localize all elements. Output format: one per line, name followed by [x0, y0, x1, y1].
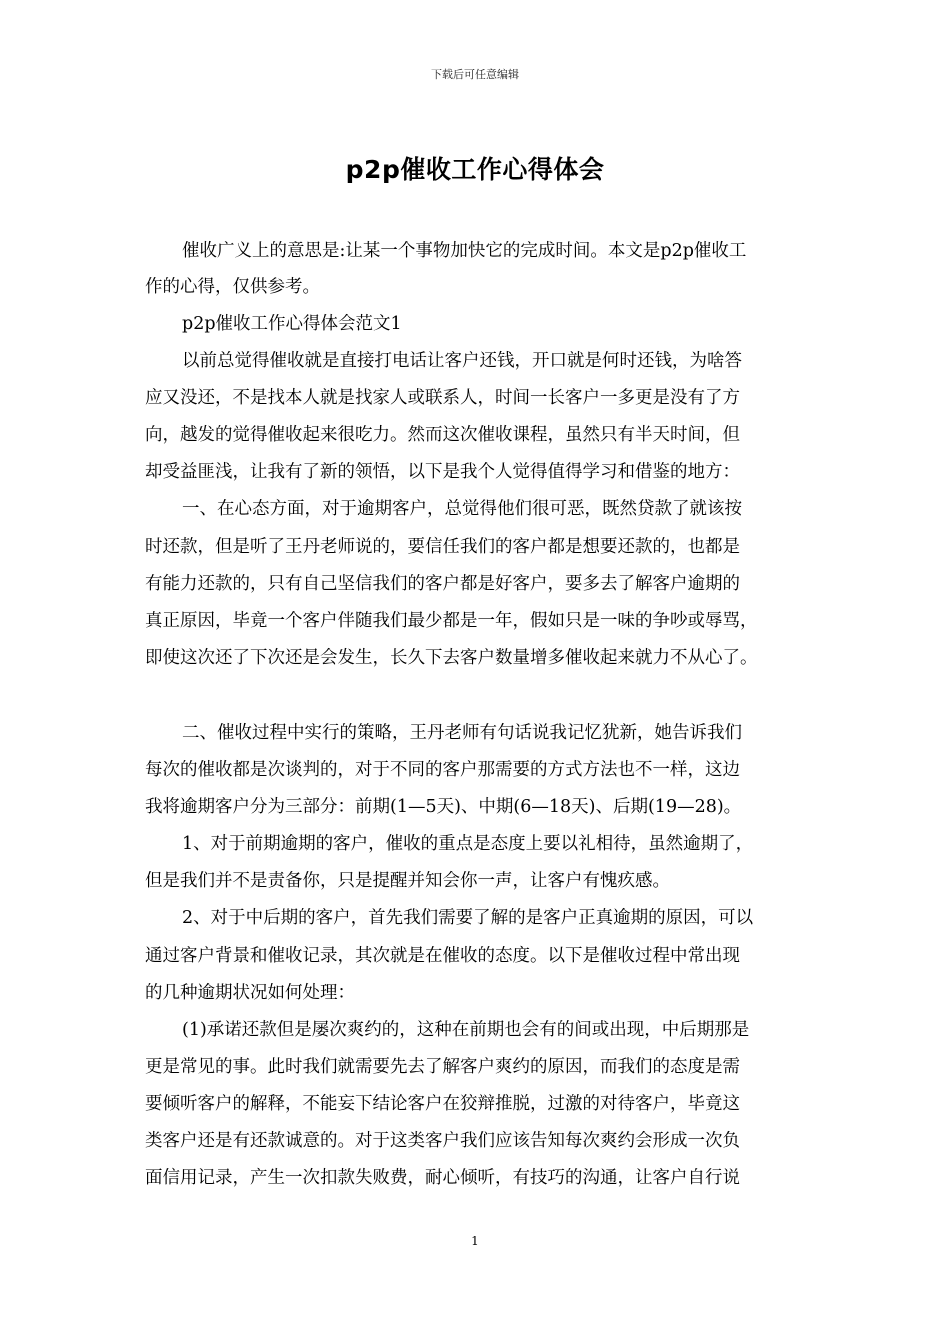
body-line: 时还款，但是听了王丹老师说的，要信任我们的客户都是想要还款的，也都是	[145, 537, 740, 557]
body-line: 每次的催收都是次谈判的，对于不同的客户那需要的方式方法也不一样，这边	[145, 760, 740, 780]
body-line: 应又没还，不是找本人就是找家人或联系人，时间一长客户一多更是没有了方	[145, 388, 740, 408]
body-line: 要倾听客户的解释，不能妄下结论客户在狡辩推脱，过激的对待客户，毕竟这	[145, 1094, 740, 1114]
body-line: p2p催收工作心得体会范文1	[182, 314, 402, 334]
body-line: 即使这次还了下次还是会发生，长久下去客户数量增多催收起来就力不从心了。	[145, 648, 758, 668]
body-line: 更是常见的事。此时我们就需要先去了解客户爽约的原因，而我们的态度是需	[145, 1057, 740, 1077]
body-line: (1)承诺还款但是屡次爽约的，这种在前期也会有的间或出现，中后期那是	[182, 1020, 750, 1040]
page-header: 下载后可任意编辑	[431, 68, 519, 81]
body-line: 催收广义上的意思是:让某一个事物加快它的完成时间。本文是p2p催收工	[182, 241, 747, 261]
body-line: 却受益匪浅，让我有了新的领悟，以下是我个人觉得值得学习和借鉴的地方：	[145, 462, 740, 482]
body-line: 向，越发的觉得催收起来很吃力。然而这次催收课程，虽然只有半天时间，但	[145, 425, 740, 445]
body-line: 以前总觉得催收就是直接打电话让客户还钱，开口就是何时还钱，为啥答	[182, 351, 742, 371]
body-line: 类客户还是有还款诚意的。对于这类客户我们应该告知每次爽约会形成一次负	[145, 1131, 740, 1151]
body-line: 作的心得，仅供参考。	[145, 277, 320, 297]
body-line: 通过客户背景和催收记录，其次就是在催收的态度。以下是催收过程中常出现	[145, 946, 740, 966]
page-number: 1	[471, 1234, 479, 1248]
body-line: 二、催收过程中实行的策略，王丹老师有句话说我记忆犹新，她告诉我们	[182, 723, 742, 743]
body-line: 我将逾期客户分为三部分：前期(1—5天)、中期(6—18天)、后期(19—28)。	[145, 797, 742, 817]
body-line: 一、在心态方面，对于逾期客户，总觉得他们很可恶，既然贷款了就该按	[182, 499, 742, 519]
body-line: 有能力还款的，只有自己坚信我们的客户都是好客户，要多去了解客户逾期的	[145, 574, 740, 594]
body-line: 面信用记录，产生一次扣款失败费，耐心倾听，有技巧的沟通，让客户自行说	[145, 1168, 740, 1188]
body-line: 1、对于前期逾期的客户，催收的重点是态度上要以礼相待，虽然逾期了，	[182, 834, 754, 854]
body-line: 真正原因，毕竟一个客户伴随我们最少都是一年，假如只是一味的争吵或辱骂，	[145, 611, 758, 631]
body-line: 但是我们并不是责备你，只是提醒并知会你一声，让客户有愧疚感。	[145, 871, 670, 891]
body-line: 2、对于中后期的客户，首先我们需要了解的是客户正真逾期的原因，可以	[182, 908, 754, 928]
body-line: 的几种逾期状况如何处理：	[145, 983, 355, 1003]
document-title: p2p催收工作心得体会	[345, 155, 605, 184]
